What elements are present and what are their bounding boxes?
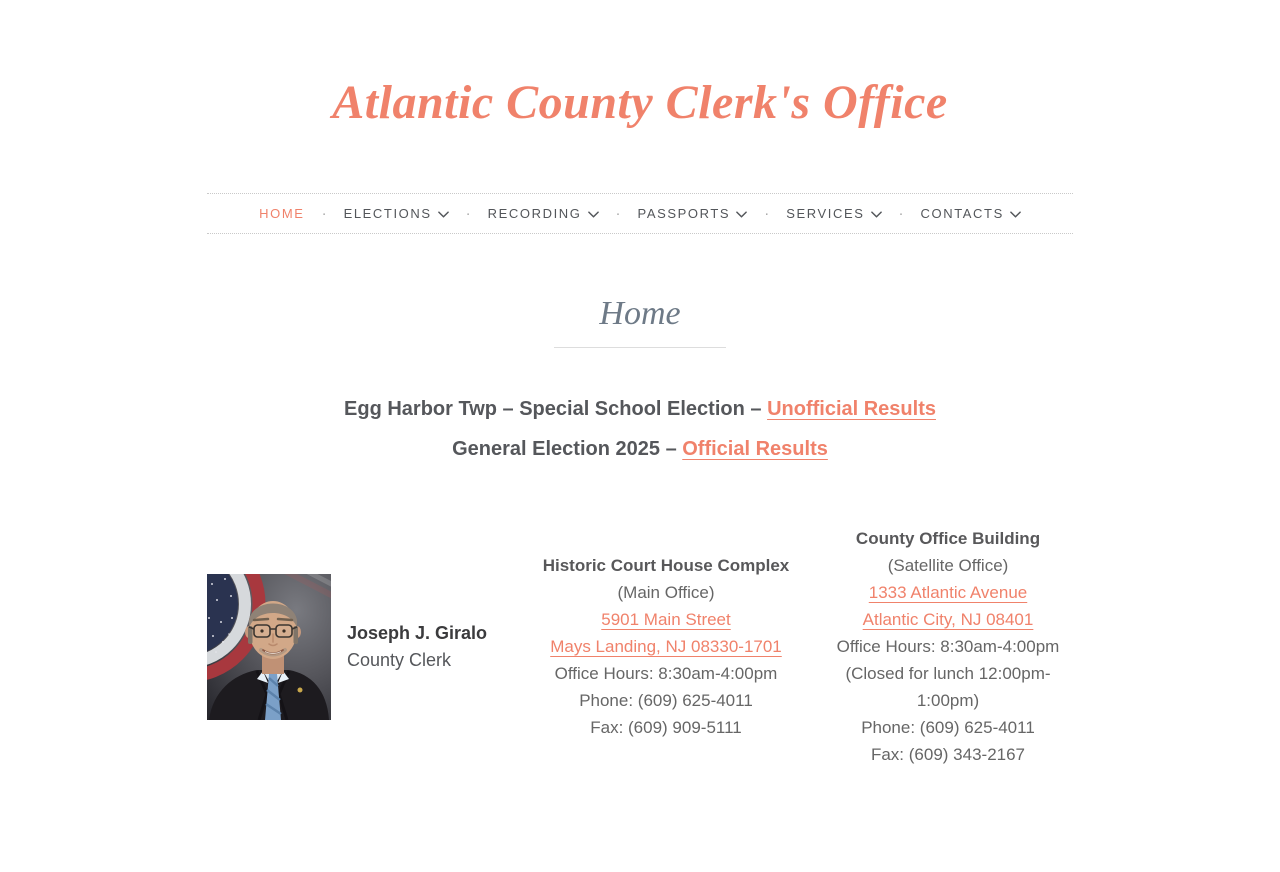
nav-separator: · bbox=[615, 205, 621, 222]
office-hours: Office Hours: 8:30am-4:00pm bbox=[554, 664, 778, 683]
nav-item-label: PASSPORTS bbox=[637, 206, 731, 221]
official-results-link[interactable]: Official Results bbox=[682, 438, 828, 460]
nav-item-services[interactable] bbox=[786, 206, 881, 221]
announcement-text: Egg Harbor Twp – Special School Election – bbox=[344, 398, 768, 420]
office-name: County Office Building bbox=[855, 529, 1041, 548]
clerk-info bbox=[347, 620, 487, 674]
main-nav bbox=[207, 193, 1073, 234]
clerk-name: Joseph J. Giralo bbox=[347, 622, 488, 643]
heading-divider bbox=[554, 347, 726, 348]
office-hours: Office Hours: 8:30am-4:00pm bbox=[836, 637, 1060, 656]
office-name: Historic Court House Complex bbox=[542, 556, 790, 575]
office-fax: Fax: (609) 343-2167 bbox=[870, 745, 1026, 764]
site-title[interactable]: Atlantic County Clerk's Office bbox=[332, 76, 948, 129]
nav-separator: · bbox=[321, 205, 327, 222]
chevron-down-icon bbox=[588, 211, 599, 218]
nav-separator: · bbox=[898, 205, 904, 222]
nav-item-passports[interactable] bbox=[638, 206, 748, 221]
office-lunch-note: (Closed for lunch 12:00pm-1:00pm) bbox=[845, 664, 1051, 710]
site-header bbox=[207, 72, 1073, 234]
nav-item-label: CONTACTS bbox=[920, 206, 1004, 221]
office-address-link[interactable]: 5901 Main Street bbox=[601, 610, 731, 629]
office-info-columns bbox=[207, 525, 1073, 768]
nav-item-label: ELECTIONS bbox=[343, 206, 432, 221]
chevron-down-icon bbox=[871, 211, 882, 218]
chevron-down-icon bbox=[438, 211, 449, 218]
office-phone: Phone: (609) 625-4011 bbox=[579, 691, 753, 710]
nav-item-recording[interactable] bbox=[488, 206, 599, 221]
office-fax: Fax: (609) 909-5111 bbox=[590, 718, 742, 737]
clerk-column bbox=[207, 574, 509, 720]
announcement-line bbox=[207, 389, 1073, 429]
office-phone: Phone: (609) 625-4011 bbox=[861, 718, 1035, 737]
nav-item-label: SERVICES bbox=[786, 206, 865, 221]
office-address-link[interactable]: Mays Landing, NJ 08330-1701 bbox=[550, 637, 782, 656]
nav-item-home[interactable]: HOME bbox=[259, 206, 305, 221]
chevron-down-icon bbox=[736, 211, 747, 218]
nav-item-elections[interactable] bbox=[344, 206, 449, 221]
office-subtitle: (Satellite Office) bbox=[887, 556, 1009, 575]
announcement-text: General Election 2025 – bbox=[452, 438, 683, 460]
main-content bbox=[207, 295, 1073, 768]
clerk-photo bbox=[207, 574, 331, 720]
office-address-link[interactable]: Atlantic City, NJ 08401 bbox=[862, 610, 1034, 629]
announcement-line bbox=[207, 429, 1073, 469]
announcements bbox=[207, 389, 1073, 469]
nav-item-label: RECORDING bbox=[487, 206, 582, 221]
nav-separator: · bbox=[465, 205, 471, 222]
page-heading: Home bbox=[599, 295, 681, 332]
office-address-link[interactable]: 1333 Atlantic Avenue bbox=[868, 583, 1028, 602]
clerk-role: County Clerk bbox=[347, 649, 452, 670]
satellite-office-column bbox=[823, 525, 1073, 768]
office-subtitle: (Main Office) bbox=[617, 583, 715, 602]
page-container bbox=[207, 72, 1073, 768]
nav-item-contacts[interactable] bbox=[921, 206, 1021, 221]
nav-separator: · bbox=[764, 205, 770, 222]
unofficial-results-link[interactable]: Unofficial Results bbox=[767, 398, 936, 420]
main-office-column bbox=[541, 552, 791, 741]
chevron-down-icon bbox=[1010, 211, 1021, 218]
